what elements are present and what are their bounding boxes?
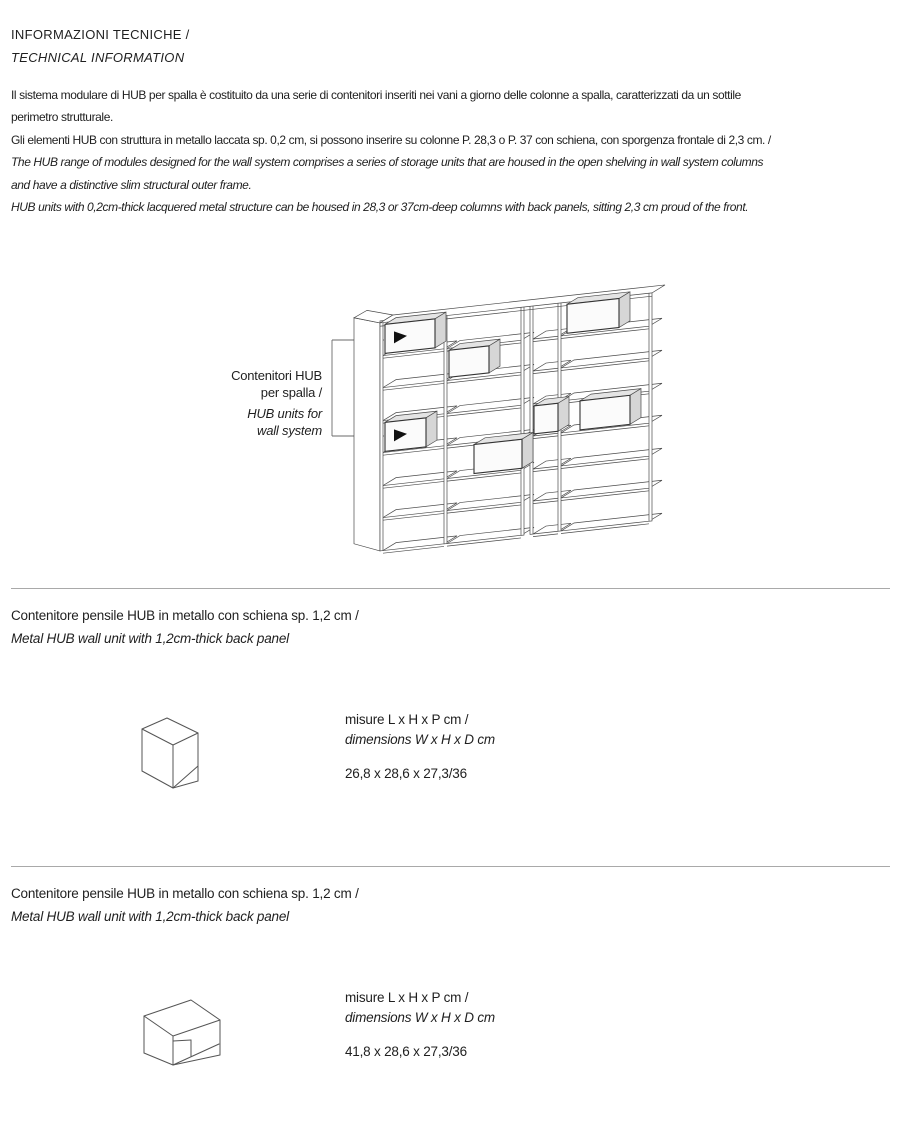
- side-panel: [354, 315, 380, 554]
- upright: [649, 291, 652, 521]
- section-title-english: Metal HUB wall unit with 1,2cm-thick back panel: [11, 630, 289, 646]
- callout-label-italian: Contenitori HUB per spalla /: [231, 368, 322, 400]
- page-title-english: TECHNICAL INFORMATION: [11, 50, 185, 65]
- intro-line: The HUB range of modules designed for the wall system comprises a series of storage units that are housed in the open shelving in wall system columns: [11, 155, 764, 170]
- callout-label: [140, 368, 322, 439]
- measure-label-italian: misure L x H x P cm /: [345, 990, 469, 1005]
- dimensions-value: 41,8 x 28,6 x 27,3/36: [345, 1044, 467, 1059]
- intro-line: perimetro strutturale.: [11, 110, 113, 125]
- measures-block: [345, 710, 495, 784]
- intro-line: and have a distinctive slim structural outer frame.: [11, 177, 252, 192]
- page-title: [11, 23, 190, 69]
- callout-label-english: HUB units for wall system: [247, 406, 322, 438]
- upright: [521, 305, 524, 535]
- upright: [530, 304, 533, 534]
- intro-line: HUB units with 0,2cm-thick lacquered metal structure can be housed in 28,3 or 37cm-deep columns with back panels, sitting 2,3 cm proud of the front.: [11, 200, 749, 215]
- section-title: [11, 605, 359, 650]
- measure-label-english: dimensions W x H x D cm: [345, 1010, 495, 1025]
- shelving-unit: [354, 277, 665, 556]
- dimensions-value: 26,8 x 28,6 x 27,3/36: [345, 766, 467, 781]
- intro-paragraph: [11, 84, 771, 218]
- section-title-italian: Contenitore pensile HUB in metallo con schiena sp. 1,2 cm /: [11, 608, 359, 623]
- upright: [444, 314, 447, 544]
- divider: [11, 588, 890, 589]
- cube-large-diagram: [141, 998, 225, 1070]
- section-title: [11, 883, 359, 928]
- measure-label-italian: misure L x H x P cm /: [345, 712, 469, 727]
- upright: [380, 321, 383, 551]
- intro-line: Il sistema modulare di HUB per spalla è costituito da una serie di contenitori inseriti nei vani a giorno delle colonne a spalla, caratterizzati da un sottile: [11, 88, 741, 102]
- section-title-italian: Contenitore pensile HUB in metallo con schiena sp. 1,2 cm /: [11, 886, 359, 901]
- wall-system-diagram: [320, 266, 672, 562]
- divider: [11, 866, 890, 867]
- cube-small-diagram: [139, 712, 203, 794]
- page-title-italian: INFORMAZIONI TECNICHE /: [11, 27, 190, 42]
- measures-block: [345, 988, 495, 1062]
- section-title-english: Metal HUB wall unit with 1,2cm-thick back panel: [11, 908, 289, 924]
- measure-label-english: dimensions W x H x D cm: [345, 732, 495, 747]
- intro-line: Gli elementi HUB con struttura in metallo laccata sp. 0,2 cm, si possono inserire su colonne P. 28,3 o P. 37 con schiena, con sporgenza frontale di 2,3 cm. /: [11, 132, 771, 147]
